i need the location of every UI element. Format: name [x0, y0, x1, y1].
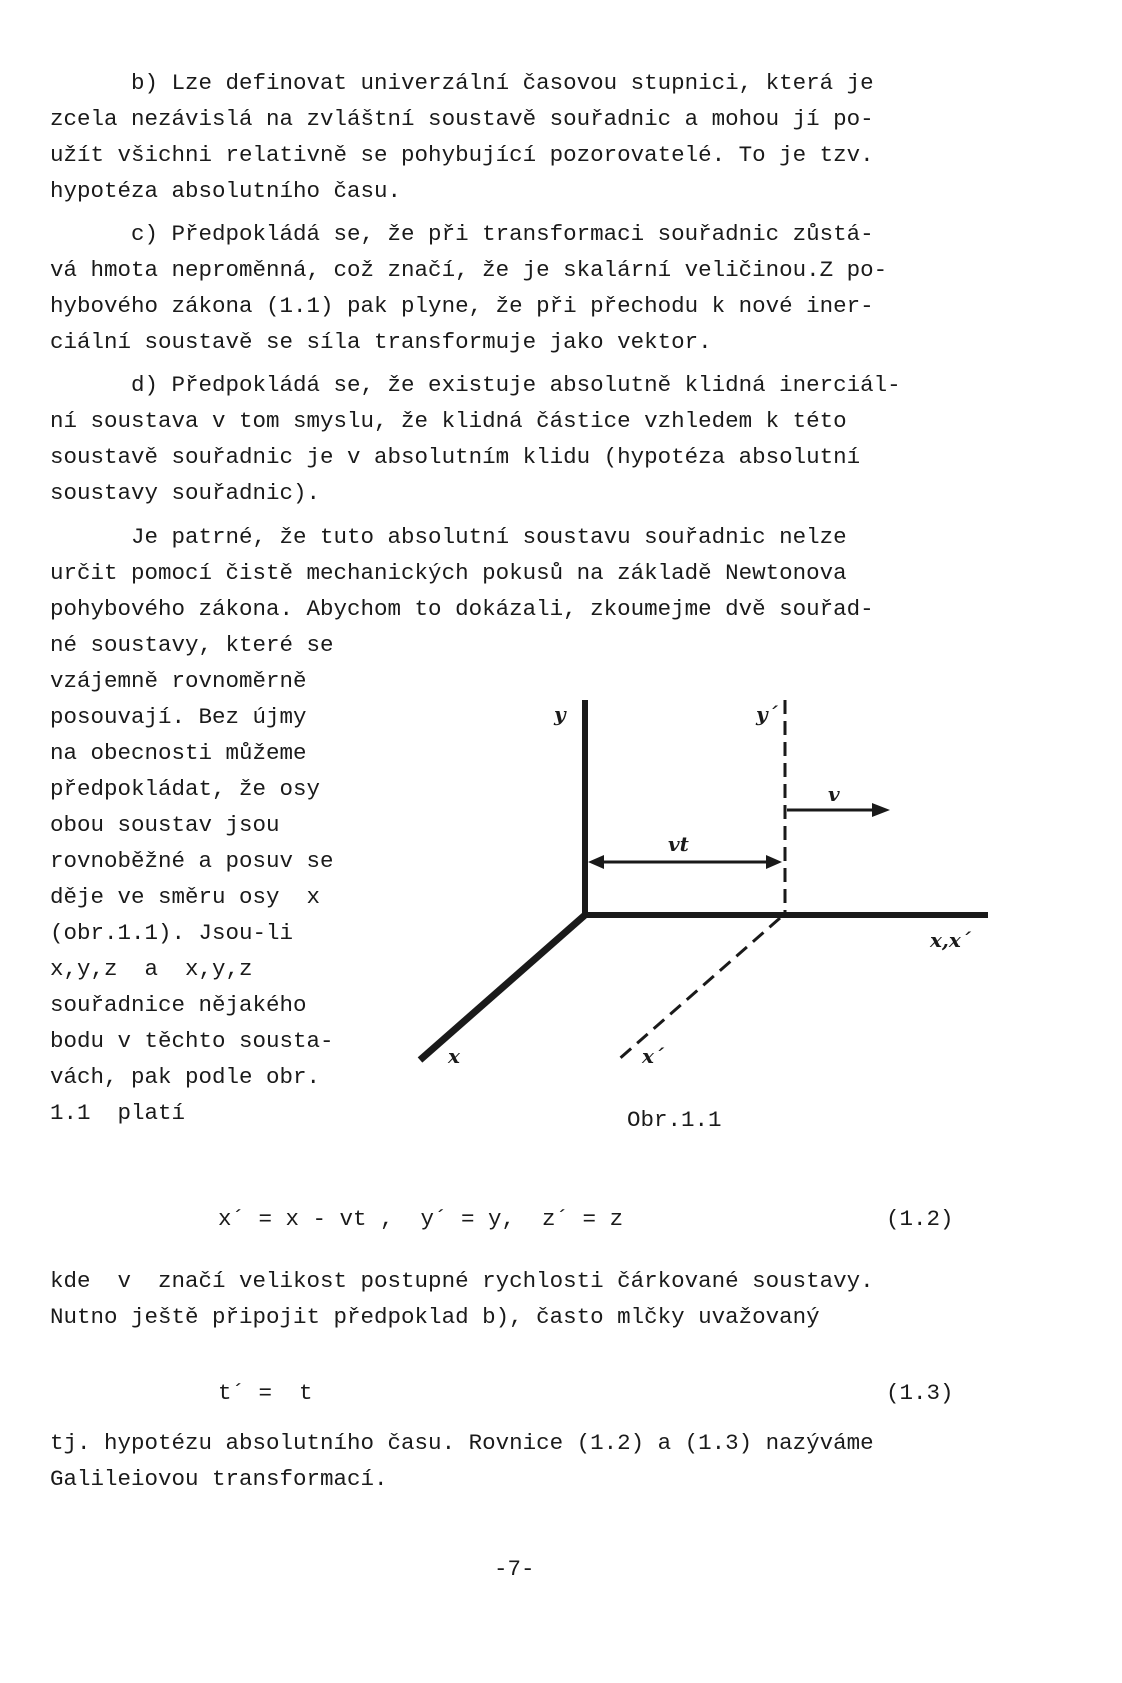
text-line: obou soustav jsou	[50, 812, 280, 838]
text-line: kde v značí velikost postupné rychlosti čárkované soustavy.	[50, 1268, 874, 1294]
vt-arrowhead-left	[588, 855, 604, 869]
equation-1-3: t´ = t	[218, 1380, 313, 1406]
text-line: c) Předpokládá se, že při transformaci souřadnic zůstá-	[50, 221, 874, 247]
text-line: zcela nezávislá na zvláštní soustavě souřadnic a mohou jí po-	[50, 106, 874, 132]
text-line: děje ve směru osy x	[50, 884, 321, 910]
text-line: posouvají. Bez újmy	[50, 704, 307, 730]
text-line: ní soustava v tom smyslu, že klidná částice vzhledem k této	[50, 408, 847, 434]
equation-number-1-2: (1.2)	[886, 1206, 954, 1232]
figure-label-x-prime: x´	[642, 1044, 664, 1068]
figure-label-x-xprime: x,x´	[930, 928, 971, 952]
text-line: předpokládat, že osy	[50, 776, 321, 802]
text-line: souřadnice nějakého	[50, 992, 307, 1018]
text-line: ciální soustavě se síla transformuje jako vektor.	[50, 329, 712, 355]
text-line: Galileiovou transformací.	[50, 1466, 388, 1492]
text-line: bodu v těchto sousta-	[50, 1028, 334, 1054]
text-line: d) Předpokládá se, že existuje absolutně klidná inerciál-	[50, 372, 901, 398]
axis-z	[420, 915, 585, 1060]
text-line: tj. hypotézu absolutního času. Rovnice (1.2) a (1.3) nazýváme	[50, 1430, 874, 1456]
text-line: (obr.1.1). Jsou-li	[50, 920, 294, 946]
figure-label-v: v	[828, 782, 840, 806]
text-line: rovnoběžné a posuv se	[50, 848, 334, 874]
text-line: né soustavy, které se	[50, 632, 334, 658]
text-line: x,y,z a x,y,z	[50, 956, 253, 982]
page-number: -7-	[494, 1556, 535, 1582]
text-line: vá hmota neproměnná, což značí, že je skalární veličinou.Z po-	[50, 257, 888, 283]
text-line: soustavě souřadnic je v absolutním klidu (hypotéza absolutní	[50, 444, 861, 470]
text-line: Nutno ještě připojit předpoklad b), často mlčky uvažovaný	[50, 1304, 820, 1330]
text-line: b) Lze definovat univerzální časovou stupnici, která je	[50, 70, 874, 96]
figure-label-x: x	[448, 1044, 460, 1068]
figure-label-y: y	[554, 702, 566, 726]
equation-1-2: x´ = x - vt , y´ = y, z´ = z	[218, 1206, 624, 1232]
text-line: hybového zákona (1.1) pak plyne, že při přechodu k nové iner-	[50, 293, 874, 319]
text-line: hypotéza absolutního času.	[50, 178, 402, 204]
axis-z-prime	[618, 918, 780, 1060]
velocity-arrowhead	[872, 803, 890, 817]
text-line: vzájemně rovnoměrně	[50, 668, 307, 694]
text-line: užít všichni relativně se pohybující pozorovatelé. To je tzv.	[50, 142, 874, 168]
text-line: na obecnosti můžeme	[50, 740, 307, 766]
text-line: Je patrné, že tuto absolutní soustavu souřadnic nelze	[50, 524, 847, 550]
text-line: pohybového zákona. Abychom to dokázali, zkoumejme dvě souřad-	[50, 596, 874, 622]
vt-arrowhead-right	[766, 855, 782, 869]
text-line: soustavy souřadnic).	[50, 480, 321, 506]
figure-label-vt: vt	[668, 832, 689, 856]
equation-number-1-3: (1.3)	[886, 1380, 954, 1406]
figure-caption: Obr.1.1	[627, 1107, 722, 1133]
text-line: určit pomocí čistě mechanických pokusů na základě Newtonova	[50, 560, 847, 586]
figure-label-y-prime: y´	[756, 702, 778, 726]
text-line: 1.1 platí	[50, 1100, 186, 1126]
text-line: vách, pak podle obr.	[50, 1064, 321, 1090]
